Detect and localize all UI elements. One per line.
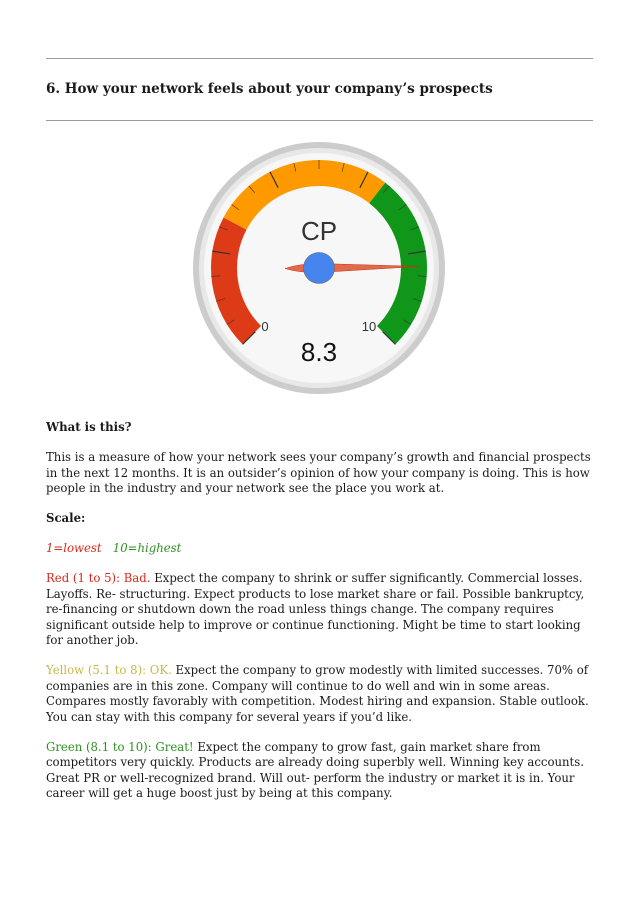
gauge-label: CP [300, 216, 338, 246]
gauge-needle-hub [304, 253, 335, 284]
cp-gauge [192, 141, 446, 395]
level-yellow [46, 663, 598, 725]
gauge-min-label: 0 [261, 319, 269, 334]
what-title: What is this? [46, 420, 132, 434]
level-red [46, 571, 598, 649]
level-yellow-label: Yellow (5.1 to 8): OK. [46, 663, 172, 677]
section-heading: 6. How your network feels about your company’s prospects [46, 81, 493, 97]
gauge-max-label: 10 [361, 319, 377, 334]
explanation-text [46, 420, 598, 816]
top-divider [46, 58, 593, 59]
level-green [46, 740, 598, 802]
level-green-text: Expect the company to grow fast, gain market share from competitors very quickly. Products are already doing superbly well. Winning key accounts. Great PR or well-recognized brand. Will out- perform the industry or market it is in. Your career will get a huge boost just by being at this company. [46, 739, 584, 800]
scale-high: 10=highest [112, 541, 182, 555]
heading-divider [46, 120, 593, 121]
scale-title: Scale: [46, 511, 86, 525]
scale-low: 1=lowest [46, 541, 102, 555]
gauge-value: 8.3 [300, 337, 338, 367]
level-yellow-text: Expect the company to grow modestly with limited successes. 70% of companies are in this zone. Company will continue to do well and win in some areas. Compares mostly favorably with competition. Modest hiring and expansion. Stable outlook. You can stay with this company for several years if you’d like. [46, 663, 589, 724]
what-text: This is a measure of how your network sees your company’s growth and financial prospects in the next 12 months. It is an outsider’s opinion of how your company is doing. This is how people in the industry and your network see the place you work at. [46, 450, 591, 495]
level-red-label: Red (1 to 5): Bad. [46, 571, 151, 585]
scale-legend [46, 541, 598, 557]
level-red-text: Expect the company to shrink or suffer significantly. Commercial losses. Layoffs. Re- structuring. Expect products to lose market share or fail. Possible bankruptcy, re-financing or shutdown down the road unless things change. The company requires significant outside help to improve or continue functioning. Might be time to start looking for another job. [46, 571, 585, 647]
level-green-label: Green (8.1 to 10): Great! [46, 739, 194, 754]
